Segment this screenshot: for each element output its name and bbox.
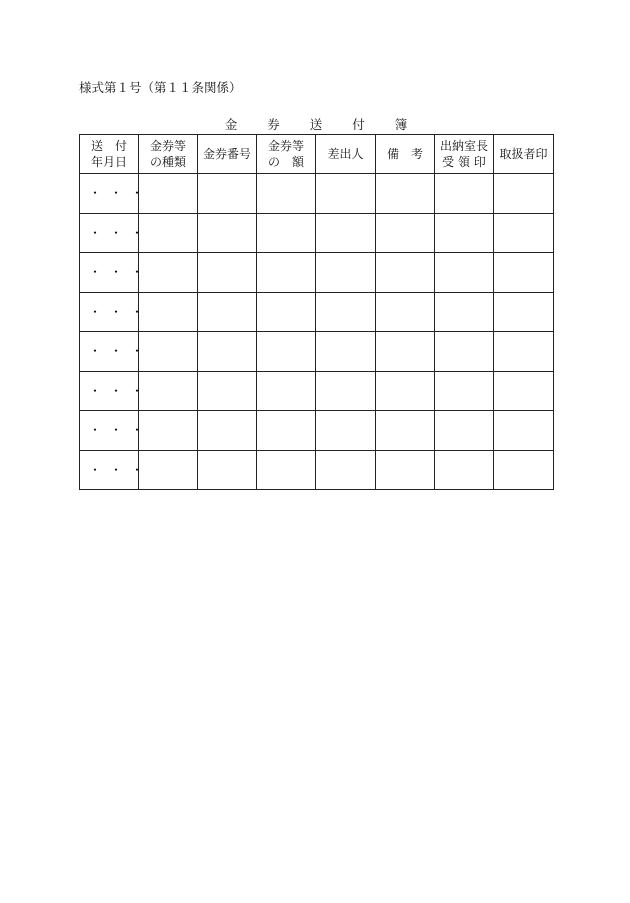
document-title: 金 券 送 付 簿 bbox=[224, 117, 421, 132]
date-cell[interactable]: ・・・ bbox=[80, 174, 139, 214]
sender-cell[interactable] bbox=[316, 174, 376, 214]
voucher-amount-cell[interactable] bbox=[257, 411, 316, 451]
table-row bbox=[80, 174, 554, 214]
date-cell[interactable]: ・・・ bbox=[80, 292, 139, 332]
sender-cell[interactable] bbox=[316, 253, 376, 293]
table-row bbox=[80, 411, 554, 451]
header-send-date-line-1: 送 付 bbox=[90, 139, 127, 153]
voucher-number-cell[interactable] bbox=[198, 213, 257, 253]
sender-cell[interactable] bbox=[316, 213, 376, 253]
header-sender bbox=[316, 135, 376, 174]
voucher-number-cell[interactable] bbox=[198, 174, 257, 214]
date-cell[interactable]: ・・・ bbox=[80, 371, 139, 411]
voucher-amount-cell[interactable] bbox=[257, 174, 316, 214]
header-handler-seal-line-1: 取扱者印 bbox=[499, 147, 548, 161]
treasury-seal-cell[interactable] bbox=[435, 213, 494, 253]
voucher-number-cell[interactable] bbox=[198, 450, 257, 490]
voucher-amount-cell[interactable] bbox=[257, 371, 316, 411]
voucher-amount-cell[interactable] bbox=[257, 253, 316, 293]
handler-seal-cell[interactable] bbox=[494, 450, 554, 490]
voucher-number-cell[interactable] bbox=[198, 371, 257, 411]
remarks-cell[interactable] bbox=[376, 450, 435, 490]
table-row bbox=[80, 253, 554, 293]
remarks-cell[interactable] bbox=[376, 371, 435, 411]
header-voucher-amount bbox=[257, 135, 316, 174]
header-voucher-type bbox=[139, 135, 198, 174]
voucher-ledger-table bbox=[79, 134, 554, 490]
handler-seal-cell[interactable] bbox=[494, 332, 554, 372]
voucher-number-cell[interactable] bbox=[198, 411, 257, 451]
table-row bbox=[80, 213, 554, 253]
handler-seal-cell[interactable] bbox=[494, 174, 554, 214]
remarks-cell[interactable] bbox=[376, 292, 435, 332]
remarks-cell[interactable] bbox=[376, 213, 435, 253]
sender-cell[interactable] bbox=[316, 371, 376, 411]
date-cell[interactable]: ・・・ bbox=[80, 411, 139, 451]
treasury-seal-cell[interactable] bbox=[435, 292, 494, 332]
date-cell[interactable]: ・・・ bbox=[80, 450, 139, 490]
table-row bbox=[80, 371, 554, 411]
table-row bbox=[80, 332, 554, 372]
voucher-amount-cell[interactable] bbox=[257, 332, 316, 372]
voucher-number-cell[interactable] bbox=[198, 292, 257, 332]
remarks-cell[interactable] bbox=[376, 332, 435, 372]
date-cell[interactable]: ・・・ bbox=[80, 332, 139, 372]
voucher-amount-cell[interactable] bbox=[257, 292, 316, 332]
date-cell[interactable]: ・・・ bbox=[80, 213, 139, 253]
treasury-seal-cell[interactable] bbox=[435, 371, 494, 411]
header-sender-line-1: 差出人 bbox=[327, 147, 364, 161]
remarks-cell[interactable] bbox=[376, 174, 435, 214]
treasury-seal-cell[interactable] bbox=[435, 450, 494, 490]
handler-seal-cell[interactable] bbox=[494, 411, 554, 451]
treasury-seal-cell[interactable] bbox=[435, 174, 494, 214]
header-row bbox=[80, 135, 554, 174]
table-row bbox=[80, 292, 554, 332]
header-treasury-receipt-seal bbox=[435, 135, 494, 174]
header-voucher-number-line-1: 金券番号 bbox=[202, 147, 251, 161]
header-send-date-line-2: 年月日 bbox=[90, 155, 127, 169]
voucher-amount-cell[interactable] bbox=[257, 450, 316, 490]
sender-cell[interactable] bbox=[316, 292, 376, 332]
voucher-amount-cell[interactable] bbox=[257, 213, 316, 253]
header-treasury-receipt-seal-line-1: 出納室長 bbox=[439, 139, 488, 153]
handler-seal-cell[interactable] bbox=[494, 213, 554, 253]
header-send-date bbox=[80, 135, 139, 174]
header-treasury-receipt-seal-line-2: 受 領 印 bbox=[442, 155, 486, 169]
date-cell[interactable]: ・・・ bbox=[80, 253, 139, 293]
table-row bbox=[80, 450, 554, 490]
header-voucher-number bbox=[198, 135, 257, 174]
sender-cell[interactable] bbox=[316, 450, 376, 490]
ledger-body bbox=[80, 174, 554, 490]
treasury-seal-cell[interactable] bbox=[435, 411, 494, 451]
form-number-label: 様式第１号（第１１条関係） bbox=[79, 80, 242, 95]
handler-seal-cell[interactable] bbox=[494, 292, 554, 332]
remarks-cell[interactable] bbox=[376, 253, 435, 293]
header-voucher-amount-line-1: 金券等 bbox=[267, 139, 304, 153]
header-voucher-type-line-1: 金券等 bbox=[149, 139, 186, 153]
voucher-number-cell[interactable] bbox=[198, 332, 257, 372]
sender-cell[interactable] bbox=[316, 332, 376, 372]
remarks-cell[interactable] bbox=[376, 411, 435, 451]
handler-seal-cell[interactable] bbox=[494, 371, 554, 411]
sender-cell[interactable] bbox=[316, 411, 376, 451]
header-handler-seal bbox=[494, 135, 554, 174]
header-voucher-amount-line-2: の 額 bbox=[267, 155, 304, 169]
treasury-seal-cell[interactable] bbox=[435, 253, 494, 293]
voucher-number-cell[interactable] bbox=[198, 253, 257, 293]
header-remarks bbox=[376, 135, 435, 174]
treasury-seal-cell[interactable] bbox=[435, 332, 494, 372]
handler-seal-cell[interactable] bbox=[494, 253, 554, 293]
header-voucher-type-line-2: の種類 bbox=[149, 155, 186, 169]
header-remarks-line-1: 備 考 bbox=[386, 147, 423, 161]
